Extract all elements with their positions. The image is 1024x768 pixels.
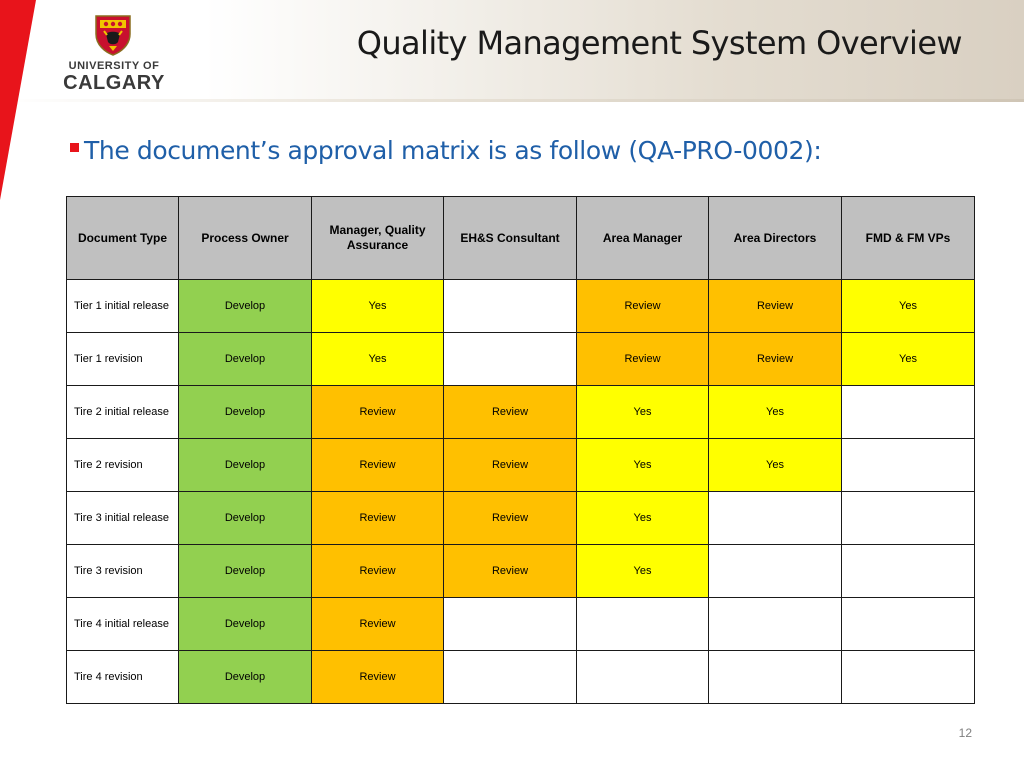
- matrix-cell: Develop: [179, 439, 312, 492]
- bullet-point: [70, 136, 821, 165]
- matrix-cell: Yes: [842, 280, 975, 333]
- matrix-cell: [842, 439, 975, 492]
- matrix-cell: Review: [709, 333, 842, 386]
- matrix-cell: [577, 598, 709, 651]
- table-row: [67, 598, 975, 651]
- matrix-cell: Review: [312, 439, 444, 492]
- matrix-cell: Develop: [179, 492, 312, 545]
- matrix-cell: [444, 333, 577, 386]
- matrix-cell: [709, 492, 842, 545]
- matrix-cell: Review: [312, 545, 444, 598]
- page-number: 12: [958, 726, 972, 740]
- matrix-cell: [444, 280, 577, 333]
- table-row: [67, 439, 975, 492]
- matrix-cell: Yes: [577, 439, 709, 492]
- document-type-cell: Tire 4 initial release: [67, 598, 179, 651]
- matrix-cell: Develop: [179, 545, 312, 598]
- bullet-text: The document’s approval matrix is as follow (QA-PRO-0002):: [84, 136, 822, 165]
- matrix-cell: [709, 651, 842, 704]
- document-type-cell: Tire 3 initial release: [67, 492, 179, 545]
- matrix-cell: Review: [312, 651, 444, 704]
- matrix-cell: [842, 492, 975, 545]
- matrix-cell: [709, 598, 842, 651]
- logo-text-line1: UNIVERSITY OF: [68, 60, 160, 72]
- table-row: [67, 545, 975, 598]
- table-row: [67, 280, 975, 333]
- matrix-cell: Review: [444, 386, 577, 439]
- header-area-directors: Area Directors: [709, 197, 842, 280]
- matrix-cell: Review: [444, 439, 577, 492]
- matrix-cell: Yes: [577, 492, 709, 545]
- matrix-cell: Develop: [179, 280, 312, 333]
- matrix-cell: Yes: [709, 439, 842, 492]
- header-manager-quality-assurance: Manager, Quality Assurance: [312, 197, 444, 280]
- matrix-cell: Develop: [179, 651, 312, 704]
- document-type-cell: Tire 3 revision: [67, 545, 179, 598]
- matrix-cell: Yes: [577, 545, 709, 598]
- matrix-cell: [444, 598, 577, 651]
- matrix-cell: [842, 598, 975, 651]
- matrix-cell: Review: [709, 280, 842, 333]
- matrix-cell: Review: [312, 386, 444, 439]
- document-type-cell: Tire 2 initial release: [67, 386, 179, 439]
- matrix-cell: Yes: [312, 280, 444, 333]
- university-crest-icon: [94, 12, 132, 56]
- matrix-cell: Develop: [179, 386, 312, 439]
- header-area-manager: Area Manager: [577, 197, 709, 280]
- matrix-cell: Yes: [577, 386, 709, 439]
- red-accent-stripe: [0, 0, 40, 768]
- matrix-cell: Review: [312, 492, 444, 545]
- matrix-cell: [842, 545, 975, 598]
- matrix-cell: Develop: [179, 598, 312, 651]
- matrix-cell: Yes: [842, 333, 975, 386]
- matrix-cell: [444, 651, 577, 704]
- matrix-cell: Yes: [312, 333, 444, 386]
- matrix-cell: Review: [444, 545, 577, 598]
- header-ehs-consultant: EH&S Consultant: [444, 197, 577, 280]
- header-process-owner: Process Owner: [179, 197, 312, 280]
- matrix-cell: [842, 651, 975, 704]
- document-type-cell: Tire 4 revision: [67, 651, 179, 704]
- header-fmd-fm-vps: FMD & FM VPs: [842, 197, 975, 280]
- matrix-cell: [577, 651, 709, 704]
- table-row: [67, 651, 975, 704]
- approval-matrix-table: [66, 196, 975, 704]
- matrix-cell: Review: [312, 598, 444, 651]
- header-document-type: Document Type: [67, 197, 179, 280]
- matrix-cell: [709, 545, 842, 598]
- matrix-cell: Yes: [709, 386, 842, 439]
- matrix-cell: [842, 386, 975, 439]
- document-type-cell: Tire 2 revision: [67, 439, 179, 492]
- table-row: [67, 492, 975, 545]
- table-row: [67, 386, 975, 439]
- matrix-cell: Review: [577, 280, 709, 333]
- table-row: [67, 333, 975, 386]
- logo-text-line2: CALGARY: [63, 72, 165, 94]
- document-type-cell: Tier 1 revision: [67, 333, 179, 386]
- matrix-cell: Review: [444, 492, 577, 545]
- document-type-cell: Tier 1 initial release: [67, 280, 179, 333]
- page-title: Quality Management System Overview: [356, 24, 962, 62]
- matrix-cell: Review: [577, 333, 709, 386]
- matrix-cell: Develop: [179, 333, 312, 386]
- university-logo: [58, 12, 170, 92]
- table-header-row: [67, 197, 975, 280]
- square-bullet-icon: [70, 143, 79, 152]
